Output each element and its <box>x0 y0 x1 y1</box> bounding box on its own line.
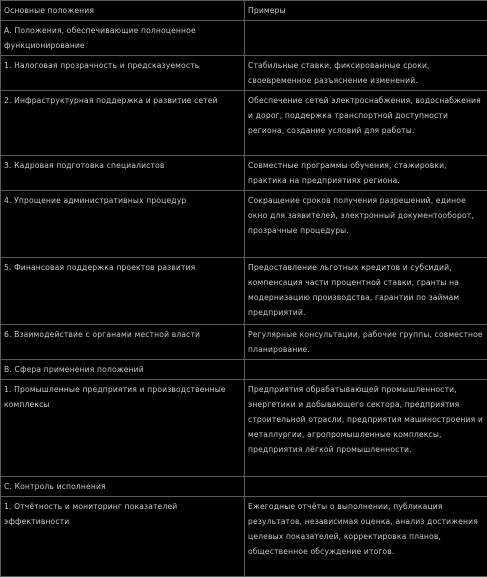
provision-cell: 1. Отчётность и мониторинг показателей эффективности <box>1 497 245 577</box>
example-cell: Обеспечение сетей электроснабжения, водоснабжения и дорог, поддержка транспортной доступности региона, создание условий для работы. <box>245 91 487 156</box>
example-cell: Предприятия обрабатывающей промышленности, энергетики и добывающего сектора, предприятия строительной отрасли, предприятия машиностроения и металлургии, агропромышленные комплексы, предприятия лёгкой промышленности. <box>245 380 487 477</box>
provision-cell: 1. Промышленные предприятия и производственные комплексы <box>1 380 245 477</box>
table-header-row <box>1 1 487 21</box>
table-row <box>1 497 487 577</box>
section-heading-cell: С. Контроль исполнения <box>1 477 245 497</box>
table-row <box>1 156 487 191</box>
provision-cell: 2. Инфраструктурная поддержка и развитие сетей <box>1 91 245 156</box>
section-heading-cell: В. Сфера применения положений <box>1 360 245 380</box>
provision-cell: 3. Кадровая подготовка специалистов <box>1 156 245 191</box>
empty-cell <box>245 360 487 380</box>
example-cell: Стабильные ставки, фиксированные сроки, своевременное разъяснение изменений. <box>245 56 487 91</box>
example-cell: Совместные программы обучения, стажировки, практика на предприятиях региона. <box>245 156 487 191</box>
table-row <box>1 325 487 360</box>
table-row <box>1 258 487 325</box>
table-row <box>1 91 487 156</box>
provision-cell: 5. Финансовая поддержка проектов развития <box>1 258 245 325</box>
example-cell: Регулярные консультации, рабочие группы, совместное планирование. <box>245 325 487 360</box>
table-row <box>1 477 487 497</box>
table-row <box>1 56 487 91</box>
table-row <box>1 360 487 380</box>
provision-cell: 1. Налоговая прозрачность и предсказуемость <box>1 56 245 91</box>
section-heading-cell: А. Положения, обеспечивающие полноценное функционирование <box>1 21 245 56</box>
header-cell-provisions: Основные положения <box>1 1 245 21</box>
table-row <box>1 191 487 258</box>
provision-cell: 4. Упрощение административных процедур <box>1 191 245 258</box>
table-row <box>1 21 487 56</box>
example-cell: Ежегодные отчёты о выполнении, публикация результатов, независимая оценка, анализ достижения целевых показателей, корректировка планов, общественное обсуждение итогов. <box>245 497 487 577</box>
header-cell-examples: Примеры <box>245 1 487 21</box>
example-cell: Предоставление льготных кредитов и субсидий, компенсация части процентной ставки, гранты на модернизацию производства, гарантии по займам предприятий. <box>245 258 487 325</box>
empty-cell <box>245 21 487 56</box>
table-row <box>1 380 487 477</box>
provision-cell: 6. Взаимодействие с органами местной власти <box>1 325 245 360</box>
empty-cell <box>245 477 487 497</box>
example-cell: Сокращение сроков получения разрешений, единое окно для заявителей, электронный документооборот, прозрачные процедуры. <box>245 191 487 258</box>
